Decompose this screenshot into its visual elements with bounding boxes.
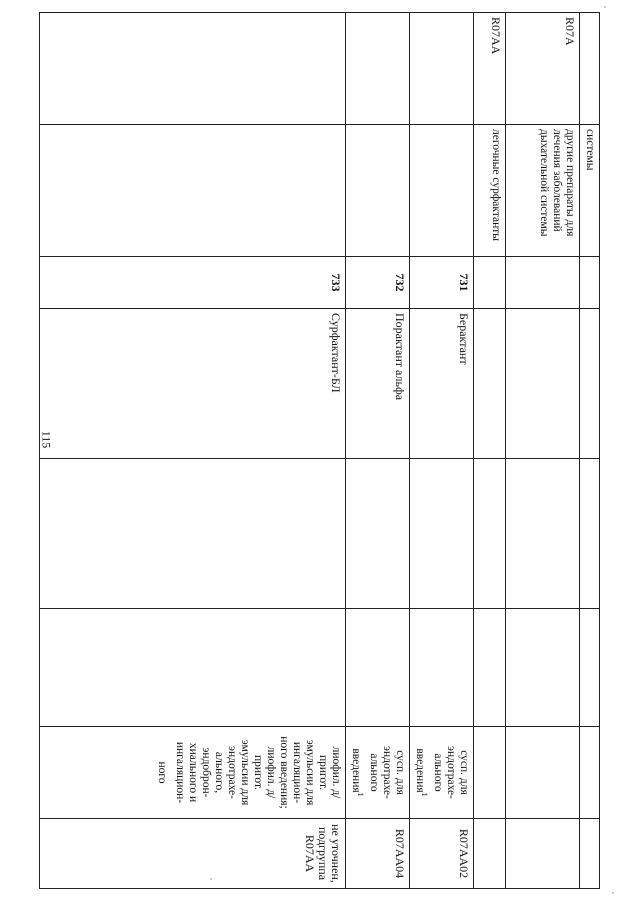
empty-cell [580,459,600,609]
atc-group-code [580,13,600,125]
atc-code [474,819,506,889]
drug-name [506,309,580,459]
table-row [580,13,600,889]
dosage-form: сусп. для эндотрахе-ального введения$^1$ [410,727,474,819]
empty-cell [346,459,410,609]
group-name: другие препараты для лечения заболеваний дыхательной системы [506,125,580,257]
drug-name [474,309,506,459]
empty-cell [40,609,346,727]
atc-group-code [410,13,474,125]
atc-group-code: R07AA [474,13,506,125]
atc-code [506,819,580,889]
dosage-form [474,727,506,819]
group-name: системы [580,125,600,257]
table-row [474,13,506,889]
group-name: легочные сурфактанты [474,125,506,257]
medicines-table [39,12,600,889]
group-name [346,125,410,257]
atc-code [580,819,600,889]
empty-cell [410,609,474,727]
drug-name [580,309,600,459]
footnote-mark: 1 [356,792,366,797]
item-number [580,257,600,309]
table-row [410,13,474,889]
empty-cell [410,459,474,609]
drug-name: Берактант [410,309,474,459]
page-number: 115 [39,430,54,449]
table-row [40,13,346,889]
drug-name: Порактант альфа [346,309,410,459]
atc-group-code [40,13,346,125]
empty-cell [40,459,346,609]
scan-speck [604,6,606,8]
group-name [410,125,474,257]
empty-cell [474,609,506,727]
empty-cell [506,609,580,727]
group-name [40,125,346,257]
empty-cell [474,459,506,609]
drug-name: Сурфактант-БЛ [40,309,346,459]
footnote-mark: 1 [420,792,429,797]
empty-cell [506,459,580,609]
scan-speck [612,892,614,894]
atc-code: не уточнен, подгруппа R07AA [40,819,346,889]
item-number: 732 [346,257,410,309]
dosage-form: лиофил. д/пригот. эмульсии для ингаляцион-ного введения; лиофил. д/пригот. эмульсии для эндотрахе-ального, эндоброн-хиального и ингаляцион-ного [40,727,346,819]
item-number: 733 [40,257,346,309]
item-number [506,257,580,309]
table-row [506,13,580,889]
dosage-form [580,727,600,819]
atc-group-code [346,13,410,125]
item-number [474,257,506,309]
item-number: 731 [410,257,474,309]
atc-group-code: R07A [506,13,580,125]
dosage-form: сусп. для эндотрахе-ального введения$^1$ [346,727,410,819]
atc-code: R07AA04 [346,819,410,889]
dosage-form [506,727,580,819]
empty-cell [580,609,600,727]
empty-cell [346,609,410,727]
atc-code: R07AA02 [410,819,474,889]
table-row [346,13,410,889]
scan-speck [210,878,212,880]
document-body [60,12,600,888]
